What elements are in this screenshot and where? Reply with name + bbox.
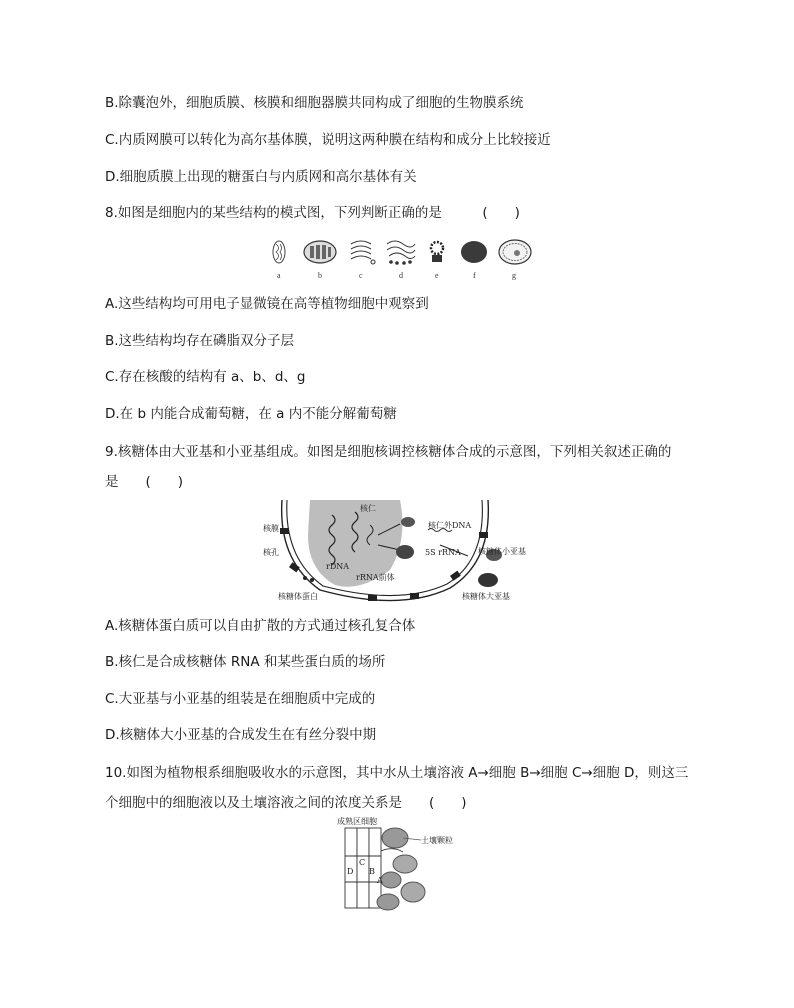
q9-figure xyxy=(260,500,540,605)
organelle-g xyxy=(499,240,531,264)
q7-option-d: D.细胞质膜上出现的糖蛋白与内质网和高尔基体有关 xyxy=(105,169,417,185)
nuclear-pore-2 xyxy=(289,562,300,572)
label-5s-rrna: 5S rRNA xyxy=(425,548,461,557)
label-cell-c: C xyxy=(359,858,366,867)
organelle-b xyxy=(304,241,336,263)
q9-option-c: C.大亚基与小亚基的组装是在细胞质中完成的 xyxy=(105,691,376,707)
label-soil-particle: 土壤颗粒 xyxy=(421,836,453,845)
nuclear-pore-6 xyxy=(479,532,488,538)
q8-option-b: B.这些结构均存在磷脂双分子层 xyxy=(105,333,295,349)
q9-option-b: B.核仁是合成核糖体 RNA 和某些蛋白质的场所 xyxy=(105,654,386,670)
q8-figure xyxy=(265,236,535,284)
organelle-d xyxy=(387,241,415,264)
q9-stem-line1: 9.核糖体由大亚基和小亚基组成。如图是细胞核调控核糖体合成的示意图，下列相关叙述正确的 xyxy=(105,444,672,460)
q8-label-a: a xyxy=(277,271,281,280)
q10-stem-line1: 10.如图为植物根系细胞吸收水的示意图，其中水从土壤溶液 A→细胞 B→细胞 C→细胞 D，则这三 xyxy=(105,765,689,781)
label-large-subunit: 核糖体大亚基 xyxy=(462,592,510,601)
q8-label-f: f xyxy=(473,271,476,280)
nuclear-pore-4 xyxy=(410,593,419,599)
nuclear-pore-3 xyxy=(368,595,377,601)
label-cell-b: B xyxy=(369,867,375,876)
organelle-c xyxy=(351,241,375,264)
q7-option-b: B.除囊泡外，细胞质膜、核膜和细胞器膜共同构成了细胞的生物膜系统 xyxy=(105,95,524,111)
q8-stem: 8.如图是细胞内的某些结构的模式图，下列判断正确的是 ( ) xyxy=(105,205,520,221)
label-solution-a: A xyxy=(377,876,383,885)
label-nuclear-membrane: 核膜 xyxy=(263,524,279,533)
label-rrna-precursor: rRNA前体 xyxy=(356,573,395,582)
label-ribosomal-protein: 核糖体蛋白 xyxy=(278,592,318,601)
q10-figure xyxy=(333,816,473,916)
label-small-subunit: 核糖体小亚基 xyxy=(478,547,526,556)
q10-stem-line2: 个细胞中的细胞液以及土壤溶液之间的浓度关系是 ( ) xyxy=(105,795,467,811)
label-cell-d: D xyxy=(347,867,354,876)
q8-option-a: A.这些结构均可用电子显微镜在高等植物细胞中观察到 xyxy=(105,296,429,312)
organelle-a xyxy=(273,241,285,263)
q8-option-c: C.存在核酸的结构有 a、b、d、g xyxy=(105,369,306,385)
q8-label-c: c xyxy=(359,271,363,280)
q8-label-d: d xyxy=(399,271,403,280)
label-extranucleolar-dna: 核仁外DNA xyxy=(428,521,472,530)
q8-label-b: b xyxy=(318,271,322,280)
label-mature-zone-cell: 成熟区细胞 xyxy=(337,817,377,826)
q8-label-e: e xyxy=(435,271,439,280)
label-rdna: rDNA xyxy=(326,562,350,571)
large-subunit-shape xyxy=(478,573,498,587)
label-nuclear-pore: 核孔 xyxy=(263,548,279,557)
label-nucleolus: 核仁 xyxy=(360,504,376,513)
nuclear-pore-1 xyxy=(280,528,289,534)
q9-stem-line2: 是 ( ) xyxy=(105,474,184,490)
q7-option-c: C.内质网膜可以转化为高尔基体膜，说明这两种膜在结构和成分上比较接近 xyxy=(105,132,551,148)
q10-root-cells-svg xyxy=(333,816,473,916)
organelle-f xyxy=(461,241,487,263)
nuclear-pore-5 xyxy=(450,571,461,581)
q9-option-a: A.核糖体蛋白质可以自由扩散的方式通过核孔复合体 xyxy=(105,618,416,634)
q8-option-d: D.在 b 内能合成葡萄糖，在 a 内不能分解葡萄糖 xyxy=(105,406,397,422)
organelle-e xyxy=(431,242,443,262)
q9-option-d: D.核糖体大小亚基的合成发生在有丝分裂中期 xyxy=(105,727,377,743)
q8-label-g: g xyxy=(512,271,516,280)
